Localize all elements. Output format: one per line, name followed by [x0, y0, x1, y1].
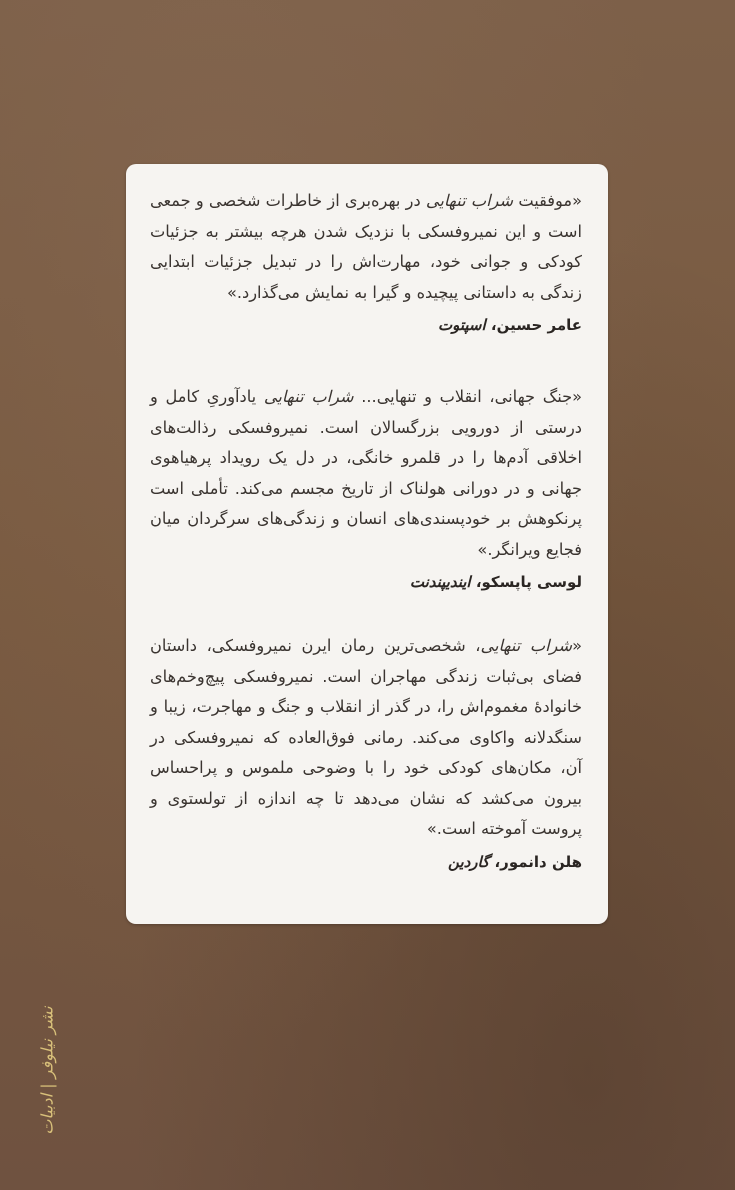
publication-name: گاردین: [448, 852, 490, 871]
publisher-logo: [28, 1000, 66, 1140]
quote-open: «موفقیت: [513, 191, 582, 210]
quote-body: یادآوریِ کامل و درستی از دورویی بزرگسالان است. نمیروفسکی رذالت‌های اخلاقی آدم‌ها را در قلمرو خانگی، در دل یک رویداد پرهیاهوی جهانی و در دورانی هولناک از تاریخ مجسم می‌کند. تأملی است پرنکوهش بر خودپسندی‌های انسان و زندگی‌های سرگردان میان فجایع ویرانگر.»: [150, 387, 582, 559]
author-name: هلن دانمور،: [489, 852, 582, 871]
attribution-2: [150, 573, 582, 591]
attribution-3: [150, 853, 582, 871]
quote-text-2: [150, 382, 582, 565]
quote-body: در بهره‌بری از خاطرات شخصی و جمعی است و این نمیروفسکی با نزدیک شدن هرچه بیشتر به جزئیات کودکی و جوانی خود، مهارت‌اش را در تبدیل جزئیات ابتدایی زندگی به داستانی پیچیده و گیرا به نمایش می‌گذارد.»: [150, 191, 582, 302]
quote-open: «جنگ جهانی، انقلاب و تنهایی...: [353, 387, 582, 406]
publication-name: ایندیپندنت: [409, 573, 471, 591]
author-name: عامر حسین،: [485, 316, 582, 334]
quote-text-3: [150, 631, 582, 845]
quote-body: ، شخصی‌ترین رمان ایرن نمیروفسکی، داستان فضای بی‌ثبات زندگی مهاجران است. نمیروفسکی پیچ‌وخم‌های خانوادهٔ مغموم‌اش را، در گذر از انقلاب و جنگ و مهاجرت، زیبا و سنگدلانه واکاوی می‌کند. رمانی فوق‌العاده که نمیروفسکی در آن، مکان‌های کودکی خود را با وضوحی ملموس و پراحساس بیرون می‌کشد که نشان می‌دهد تا چه اندازه از تولستوی و پروست آموخته است.»: [150, 636, 582, 838]
publication-name: اسپتوت: [437, 316, 486, 334]
book-title: شراب تنهایی: [263, 387, 354, 406]
attribution-1: [150, 316, 582, 334]
quote-block-3: [150, 631, 582, 871]
book-title: شراب تنهایی: [480, 636, 573, 655]
author-name: لوسی پاپسکو،: [470, 573, 582, 591]
book-title: شراب تنهایی: [425, 191, 514, 210]
quote-text-1: [150, 186, 582, 308]
publisher-logo-text: نشر نیلوفر | ادبیات: [37, 1005, 57, 1135]
quote-card: [126, 164, 608, 924]
quote-block-1: [150, 186, 582, 334]
quote-block-2: [150, 382, 582, 591]
quote-open: «: [572, 636, 582, 655]
